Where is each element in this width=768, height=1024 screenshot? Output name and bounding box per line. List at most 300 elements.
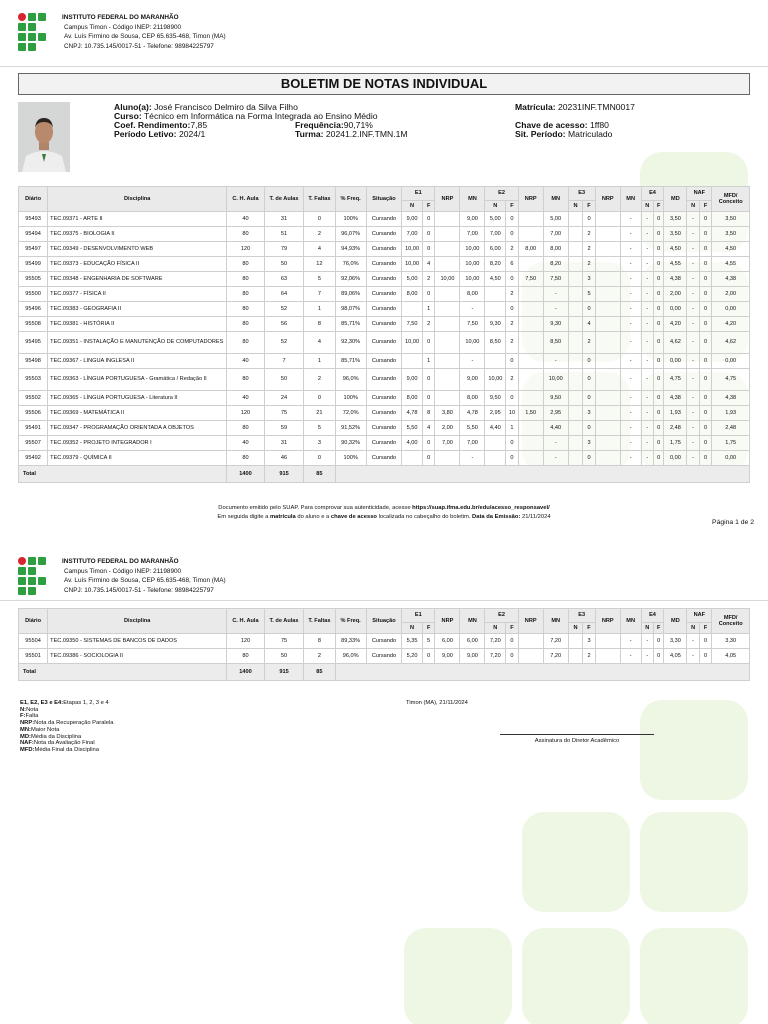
cell-naf-f: 0 — [699, 227, 711, 242]
matricula-row — [515, 103, 635, 113]
legend-item — [20, 734, 113, 741]
cell-e1-f: 1 — [422, 354, 434, 369]
cell-naf-f: 0 — [699, 272, 711, 287]
cell-mfd: 1,75 — [712, 436, 750, 451]
cell-e3-mn: - — [620, 227, 641, 242]
cell-e4-f: 0 — [654, 272, 664, 287]
cell-faltas: 0 — [304, 391, 335, 406]
cell-ch: 80 — [227, 332, 264, 354]
cell-e3-n — [568, 302, 583, 317]
cell-diario: 95498 — [19, 354, 48, 369]
cell-freq: 85,71% — [335, 354, 366, 369]
table-row — [19, 212, 750, 227]
cell-situacao: Cursando — [366, 391, 401, 406]
cell-e3-mn: - — [620, 257, 641, 272]
document-title: BOLETIM DE NOTAS INDIVIDUAL — [18, 73, 750, 95]
cell-e3-nrp — [595, 257, 620, 272]
cell-e3-f: 2 — [583, 332, 595, 354]
cell-ch: 80 — [227, 369, 264, 391]
col-header-naf: NAF — [687, 187, 712, 201]
cell-mfd: 4,05 — [712, 649, 750, 664]
cell-e3-n — [568, 242, 583, 257]
col-header-n: N — [687, 623, 699, 634]
turma-row — [295, 130, 408, 140]
cell-faltas: 7 — [304, 287, 335, 302]
cell-ch: 80 — [227, 287, 264, 302]
student-photo — [18, 102, 70, 172]
cell-e3-f: 2 — [583, 227, 595, 242]
cell-md: 4,38 — [664, 272, 687, 287]
table-row — [19, 451, 750, 466]
cell-e4-n: - — [641, 406, 653, 421]
cell-disciplina: TEC.09375 - BIOLOGIA II — [48, 227, 227, 242]
col-header-mn: MN — [620, 609, 641, 634]
cell-e3-mn: - — [620, 287, 641, 302]
cell-disciplina: TEC.09381 - HISTÓRIA II — [48, 317, 227, 332]
cell-e2-f: 2 — [506, 287, 518, 302]
cell-e1-f: 8 — [422, 406, 434, 421]
cell-e2-mn: 9,50 — [543, 391, 568, 406]
cell-e1-f: 1 — [422, 302, 434, 317]
cell-e2-f: 2 — [506, 242, 518, 257]
cell-aulas: 79 — [264, 242, 304, 257]
aluno-label: Aluno(a): — [114, 102, 152, 112]
cell-e3-mn: - — [620, 421, 641, 436]
cell-e4-f: 0 — [654, 227, 664, 242]
cell-e2-n: 9,30 — [485, 317, 506, 332]
cell-e2-nrp — [518, 421, 543, 436]
cell-e1-n: 8,00 — [402, 287, 423, 302]
cell-mfd: 4,50 — [712, 242, 750, 257]
legend-item — [20, 740, 113, 747]
col-header-nrp: NRP — [518, 609, 543, 634]
total-aulas: 915 — [264, 664, 304, 681]
cell-e1-nrp — [435, 354, 460, 369]
cell-naf-n: - — [687, 242, 699, 257]
coef-label: Coef. Rendimento: — [114, 120, 191, 130]
situacao-periodo-row — [515, 130, 612, 140]
cell-e2-nrp — [518, 436, 543, 451]
cell-e2-n: 9,50 — [485, 391, 506, 406]
authenticity-note — [0, 504, 768, 521]
footer-text: Em seguida digite a — [217, 513, 270, 520]
cell-e4-f: 0 — [654, 421, 664, 436]
cell-aulas: 50 — [264, 257, 304, 272]
cell-e3-n — [568, 391, 583, 406]
cell-e4-n: - — [641, 317, 653, 332]
cell-e1-mn: 6,00 — [460, 634, 485, 649]
cell-diario: 95495 — [19, 332, 48, 354]
footer-bold: Data da Emissão: — [472, 513, 521, 520]
total-empty — [335, 466, 749, 483]
cell-e2-nrp — [518, 257, 543, 272]
cell-e3-n — [568, 406, 583, 421]
total-ch: 1400 — [227, 664, 264, 681]
cell-e2-f: 0 — [506, 436, 518, 451]
cell-e2-f: 0 — [506, 354, 518, 369]
cell-e1-mn: 9,00 — [460, 212, 485, 227]
cell-e1-mn: 9,00 — [460, 649, 485, 664]
cell-e1-f: 0 — [422, 451, 434, 466]
cell-e1-mn: 9,00 — [460, 369, 485, 391]
cell-ch: 80 — [227, 421, 264, 436]
cell-situacao: Cursando — [366, 242, 401, 257]
watermark-tile — [522, 812, 630, 912]
cell-naf-f: 0 — [699, 287, 711, 302]
col-header-disciplina: Disciplina — [48, 187, 227, 212]
cell-aulas: 75 — [264, 406, 304, 421]
cell-freq: 100% — [335, 391, 366, 406]
freq-value: 90,71% — [343, 120, 373, 130]
cell-aulas: 52 — [264, 332, 304, 354]
legend-value: Maior Nota — [30, 726, 60, 733]
footer-bold: matrícula — [269, 513, 296, 520]
cell-e3-mn: - — [620, 272, 641, 287]
cell-e1-mn: 8,00 — [460, 391, 485, 406]
col-header-faltas: T. Faltas — [304, 187, 335, 212]
cell-ch: 40 — [227, 354, 264, 369]
cell-e2-nrp: 8,00 — [518, 242, 543, 257]
table-row — [19, 369, 750, 391]
cell-md: 0,00 — [664, 451, 687, 466]
cell-md: 4,50 — [664, 242, 687, 257]
col-header-ch: C. H. Aula — [227, 609, 264, 634]
cell-e3-nrp — [595, 391, 620, 406]
legend-key: MN: — [20, 726, 31, 733]
matricula-label: Matrícula: — [515, 102, 556, 112]
cell-diario: 95506 — [19, 406, 48, 421]
cell-e3-f: 0 — [583, 354, 595, 369]
cell-e3-mn: - — [620, 451, 641, 466]
cell-diario: 95499 — [19, 257, 48, 272]
cell-ch: 120 — [227, 406, 264, 421]
cell-disciplina: TEC.09347 - PROGRAMAÇÃO ORIENTADA A OBJETOS — [48, 421, 227, 436]
cell-e1-nrp: 2,00 — [435, 421, 460, 436]
cell-faltas: 8 — [304, 634, 335, 649]
cell-mfd: 4,62 — [712, 332, 750, 354]
cell-e2-f: 0 — [506, 227, 518, 242]
cell-freq: 96,0% — [335, 369, 366, 391]
cell-e1-f: 0 — [422, 369, 434, 391]
legend-key: MD: — [20, 733, 31, 740]
legend-key: NRP: — [20, 720, 35, 727]
cell-e1-f: 4 — [422, 421, 434, 436]
cell-disciplina: TEC.09350 - SISTEMAS DE BANCOS DE DADOS — [48, 634, 227, 649]
cell-e4-n: - — [641, 369, 653, 391]
cell-aulas: 75 — [264, 634, 304, 649]
cell-freq: 96,0% — [335, 649, 366, 664]
cell-e4-n: - — [641, 302, 653, 317]
total-row — [19, 466, 750, 483]
col-header-f: F — [699, 623, 711, 634]
cell-e3-n — [568, 287, 583, 302]
cell-e2-nrp — [518, 212, 543, 227]
cell-faltas: 2 — [304, 227, 335, 242]
cell-e2-nrp — [518, 634, 543, 649]
cell-e1-f: 0 — [422, 212, 434, 227]
footer-bold: chave de acesso — [330, 513, 377, 520]
cell-naf-f: 0 — [699, 212, 711, 227]
cell-e1-nrp — [435, 227, 460, 242]
table-row — [19, 421, 750, 436]
periodo-label: Período Letivo: — [114, 129, 177, 139]
cell-faltas: 5 — [304, 421, 335, 436]
cell-e2-nrp — [518, 369, 543, 391]
cell-md: 0,00 — [664, 354, 687, 369]
cell-e1-f: 0 — [422, 227, 434, 242]
cell-md: 2,00 — [664, 287, 687, 302]
cell-e3-f: 0 — [583, 212, 595, 227]
col-header-f: F — [699, 201, 711, 212]
cell-situacao: Cursando — [366, 634, 401, 649]
cell-e1-nrp — [435, 257, 460, 272]
table-row — [19, 287, 750, 302]
cell-mfd: 2,48 — [712, 421, 750, 436]
total-faltas: 85 — [304, 664, 335, 681]
table-row — [19, 649, 750, 664]
cell-e3-nrp — [595, 421, 620, 436]
cell-e1-mn: - — [460, 451, 485, 466]
cell-e2-nrp — [518, 227, 543, 242]
cell-e2-n — [485, 451, 506, 466]
cell-e4-n: - — [641, 634, 653, 649]
col-header-freq: % Freq. — [335, 609, 366, 634]
footer-text: do aluno e a — [295, 513, 331, 520]
periodo-value: 2024/1 — [178, 129, 206, 139]
cell-ch: 120 — [227, 242, 264, 257]
cell-e2-f: 1 — [506, 421, 518, 436]
cell-ch: 40 — [227, 436, 264, 451]
cell-faltas: 1 — [304, 302, 335, 317]
cell-freq: 72,0% — [335, 406, 366, 421]
cell-e1-nrp — [435, 451, 460, 466]
cell-e2-mn: - — [543, 354, 568, 369]
cell-e2-mn: 9,30 — [543, 317, 568, 332]
cell-disciplina: TEC.09352 - PROJETO INTEGRADOR I — [48, 436, 227, 451]
cell-naf-n: - — [687, 649, 699, 664]
cell-e1-f: 4 — [422, 257, 434, 272]
cell-aulas: 46 — [264, 451, 304, 466]
cell-md: 4,55 — [664, 257, 687, 272]
cell-e4-f: 0 — [654, 391, 664, 406]
col-header-md: MD — [664, 609, 687, 634]
institution-header — [18, 557, 518, 601]
legend-key: E1, E2, E3 e E4: — [20, 700, 64, 706]
cell-disciplina: TEC.09351 - INSTALAÇÃO E MANUTENÇÃO DE COMPUTADORES — [48, 332, 227, 354]
cell-e3-nrp — [595, 242, 620, 257]
cell-e1-nrp — [435, 212, 460, 227]
table-row — [19, 354, 750, 369]
legend-item — [20, 727, 113, 734]
col-header-md: MD — [664, 187, 687, 212]
legend-value: Nota da Recuperação Paralela — [34, 720, 114, 727]
place-date: Timon (MA), 21/11/2024 — [406, 700, 468, 706]
cell-e3-mn: - — [620, 302, 641, 317]
cell-mfd: 2,00 — [712, 287, 750, 302]
cell-naf-n: - — [687, 287, 699, 302]
cell-mfd: 4,20 — [712, 317, 750, 332]
col-header-f: F — [654, 623, 664, 634]
cell-e4-f: 0 — [654, 332, 664, 354]
cell-e1-n: 8,00 — [402, 391, 423, 406]
institution-cnpj: CNPJ: 10.735.145/0017-51 - Telefone: 98984225797 — [64, 586, 214, 594]
col-header-n: N — [402, 623, 423, 634]
cell-naf-n: - — [687, 302, 699, 317]
cell-naf-n: - — [687, 317, 699, 332]
cell-e1-mn: 10,00 — [460, 332, 485, 354]
cell-md: 1,75 — [664, 436, 687, 451]
col-header-mn: MN — [620, 187, 641, 212]
col-header-nrp: NRP — [595, 609, 620, 634]
curso-label: Curso: — [114, 111, 142, 121]
cell-e3-nrp — [595, 369, 620, 391]
cell-e1-n: 7,50 — [402, 317, 423, 332]
abbreviations-legend — [20, 700, 113, 754]
cell-naf-f: 0 — [699, 391, 711, 406]
cell-aulas: 64 — [264, 287, 304, 302]
cell-naf-f: 0 — [699, 451, 711, 466]
cell-e1-f: 5 — [422, 634, 434, 649]
col-header-mn: MN — [543, 609, 568, 634]
cell-e2-nrp — [518, 302, 543, 317]
cell-naf-f: 0 — [699, 257, 711, 272]
cell-freq: 96,07% — [335, 227, 366, 242]
suap-link[interactable]: https://suap.ifma.edu.br/edu/acesso_responsavel/ — [412, 505, 550, 511]
cell-e1-n: 4,78 — [402, 406, 423, 421]
legend-item — [20, 713, 113, 720]
cell-e2-n: 2,95 — [485, 406, 506, 421]
watermark-tile — [640, 812, 748, 912]
cell-e3-f: 0 — [583, 369, 595, 391]
cell-faltas: 0 — [304, 451, 335, 466]
cell-situacao: Cursando — [366, 421, 401, 436]
cell-e1-f: 0 — [422, 436, 434, 451]
col-header-f: F — [583, 201, 595, 212]
cell-naf-n: - — [687, 634, 699, 649]
grades-table — [18, 186, 750, 483]
institution-address: Av. Luís Firmino de Sousa, CEP 65.635-468, Timon (MA) — [64, 33, 226, 41]
col-header-aulas: T. de Aulas — [264, 609, 304, 634]
cell-naf-f: 0 — [699, 421, 711, 436]
cell-naf-f: 0 — [699, 406, 711, 421]
cell-e1-mn: 5,50 — [460, 421, 485, 436]
cell-e1-mn: - — [460, 354, 485, 369]
col-header-mn: MN — [543, 187, 568, 212]
watermark-tile — [404, 928, 512, 1024]
cell-e2-n: 8,50 — [485, 332, 506, 354]
cell-e2-n: 4,40 — [485, 421, 506, 436]
cell-aulas: 7 — [264, 354, 304, 369]
cell-e3-n — [568, 369, 583, 391]
cell-e1-n: 5,00 — [402, 272, 423, 287]
cell-e4-n: - — [641, 451, 653, 466]
cell-e4-n: - — [641, 421, 653, 436]
cell-e1-mn: - — [460, 302, 485, 317]
legend-value: Média da Disciplina — [30, 733, 82, 740]
cell-naf-f: 0 — [699, 436, 711, 451]
cell-e3-f: 0 — [583, 451, 595, 466]
cell-e4-n: - — [641, 242, 653, 257]
legend-key: N: — [20, 706, 27, 713]
cell-e2-mn: 8,20 — [543, 257, 568, 272]
watermark-tile — [640, 700, 748, 800]
legend-key: NAF: — [20, 740, 34, 747]
institution-name: INSTITUTO FEDERAL DO MARANHÃO — [62, 558, 179, 565]
cell-e3-mn: - — [620, 634, 641, 649]
cell-e2-f: 0 — [506, 302, 518, 317]
cell-e3-nrp — [595, 287, 620, 302]
cell-md: 4,62 — [664, 332, 687, 354]
cell-freq: 100% — [335, 451, 366, 466]
legend-item — [20, 707, 113, 714]
col-header-nrp: NRP — [435, 609, 460, 634]
col-header-diario: Diário — [19, 187, 48, 212]
cell-e3-mn: - — [620, 332, 641, 354]
cell-situacao: Cursando — [366, 369, 401, 391]
cell-naf-n: - — [687, 257, 699, 272]
cell-e3-n — [568, 332, 583, 354]
cell-aulas: 50 — [264, 369, 304, 391]
cell-disciplina: TEC.09348 - ENGENHARIA DE SOFTWARE — [48, 272, 227, 287]
cell-e3-nrp — [595, 634, 620, 649]
cell-e2-f: 6 — [506, 257, 518, 272]
cell-disciplina: TEC.09383 - GEOGRAFIA II — [48, 302, 227, 317]
cell-e1-n — [402, 354, 423, 369]
cell-e1-n: 9,00 — [402, 369, 423, 391]
sit-value: Matriculado — [568, 129, 613, 139]
cell-aulas: 56 — [264, 317, 304, 332]
cell-faltas: 1 — [304, 354, 335, 369]
cell-e3-f: 3 — [583, 436, 595, 451]
institution-campus: Campus Timon - Código INEP: 21198900 — [64, 23, 182, 31]
cell-situacao: Cursando — [366, 302, 401, 317]
cell-md: 4,20 — [664, 317, 687, 332]
cell-e2-f: 2 — [506, 317, 518, 332]
cell-e3-mn: - — [620, 317, 641, 332]
cell-e2-nrp — [518, 354, 543, 369]
table-row — [19, 227, 750, 242]
cell-e1-n: 5,50 — [402, 421, 423, 436]
cell-e3-n — [568, 317, 583, 332]
cell-e1-f: 0 — [422, 242, 434, 257]
cell-e4-n: - — [641, 272, 653, 287]
cell-faltas: 4 — [304, 332, 335, 354]
cell-e2-n: 10,00 — [485, 369, 506, 391]
cell-e3-f: 3 — [583, 272, 595, 287]
cell-e3-n — [568, 272, 583, 287]
cell-e1-n: 9,00 — [402, 212, 423, 227]
col-header-naf: NAF — [687, 609, 712, 623]
cell-faltas: 2 — [304, 369, 335, 391]
legend-value: Etapas 1, 2, 3 e 4 — [63, 700, 109, 706]
col-header-e2: E2 — [485, 609, 518, 623]
cell-e3-mn: - — [620, 391, 641, 406]
table-row — [19, 634, 750, 649]
cell-ch: 40 — [227, 391, 264, 406]
total-empty — [335, 664, 749, 681]
total-ch: 1400 — [227, 466, 264, 483]
cell-e1-f: 2 — [422, 317, 434, 332]
cell-naf-n: - — [687, 369, 699, 391]
cell-e1-nrp: 9,00 — [435, 649, 460, 664]
col-header-mfd: MFD/ Conceito — [712, 187, 750, 212]
cell-e4-f: 0 — [654, 369, 664, 391]
cell-e4-n: - — [641, 257, 653, 272]
cell-e4-n: - — [641, 649, 653, 664]
legend-item — [20, 747, 113, 754]
cell-freq: 98,07% — [335, 302, 366, 317]
cell-e3-n — [568, 436, 583, 451]
